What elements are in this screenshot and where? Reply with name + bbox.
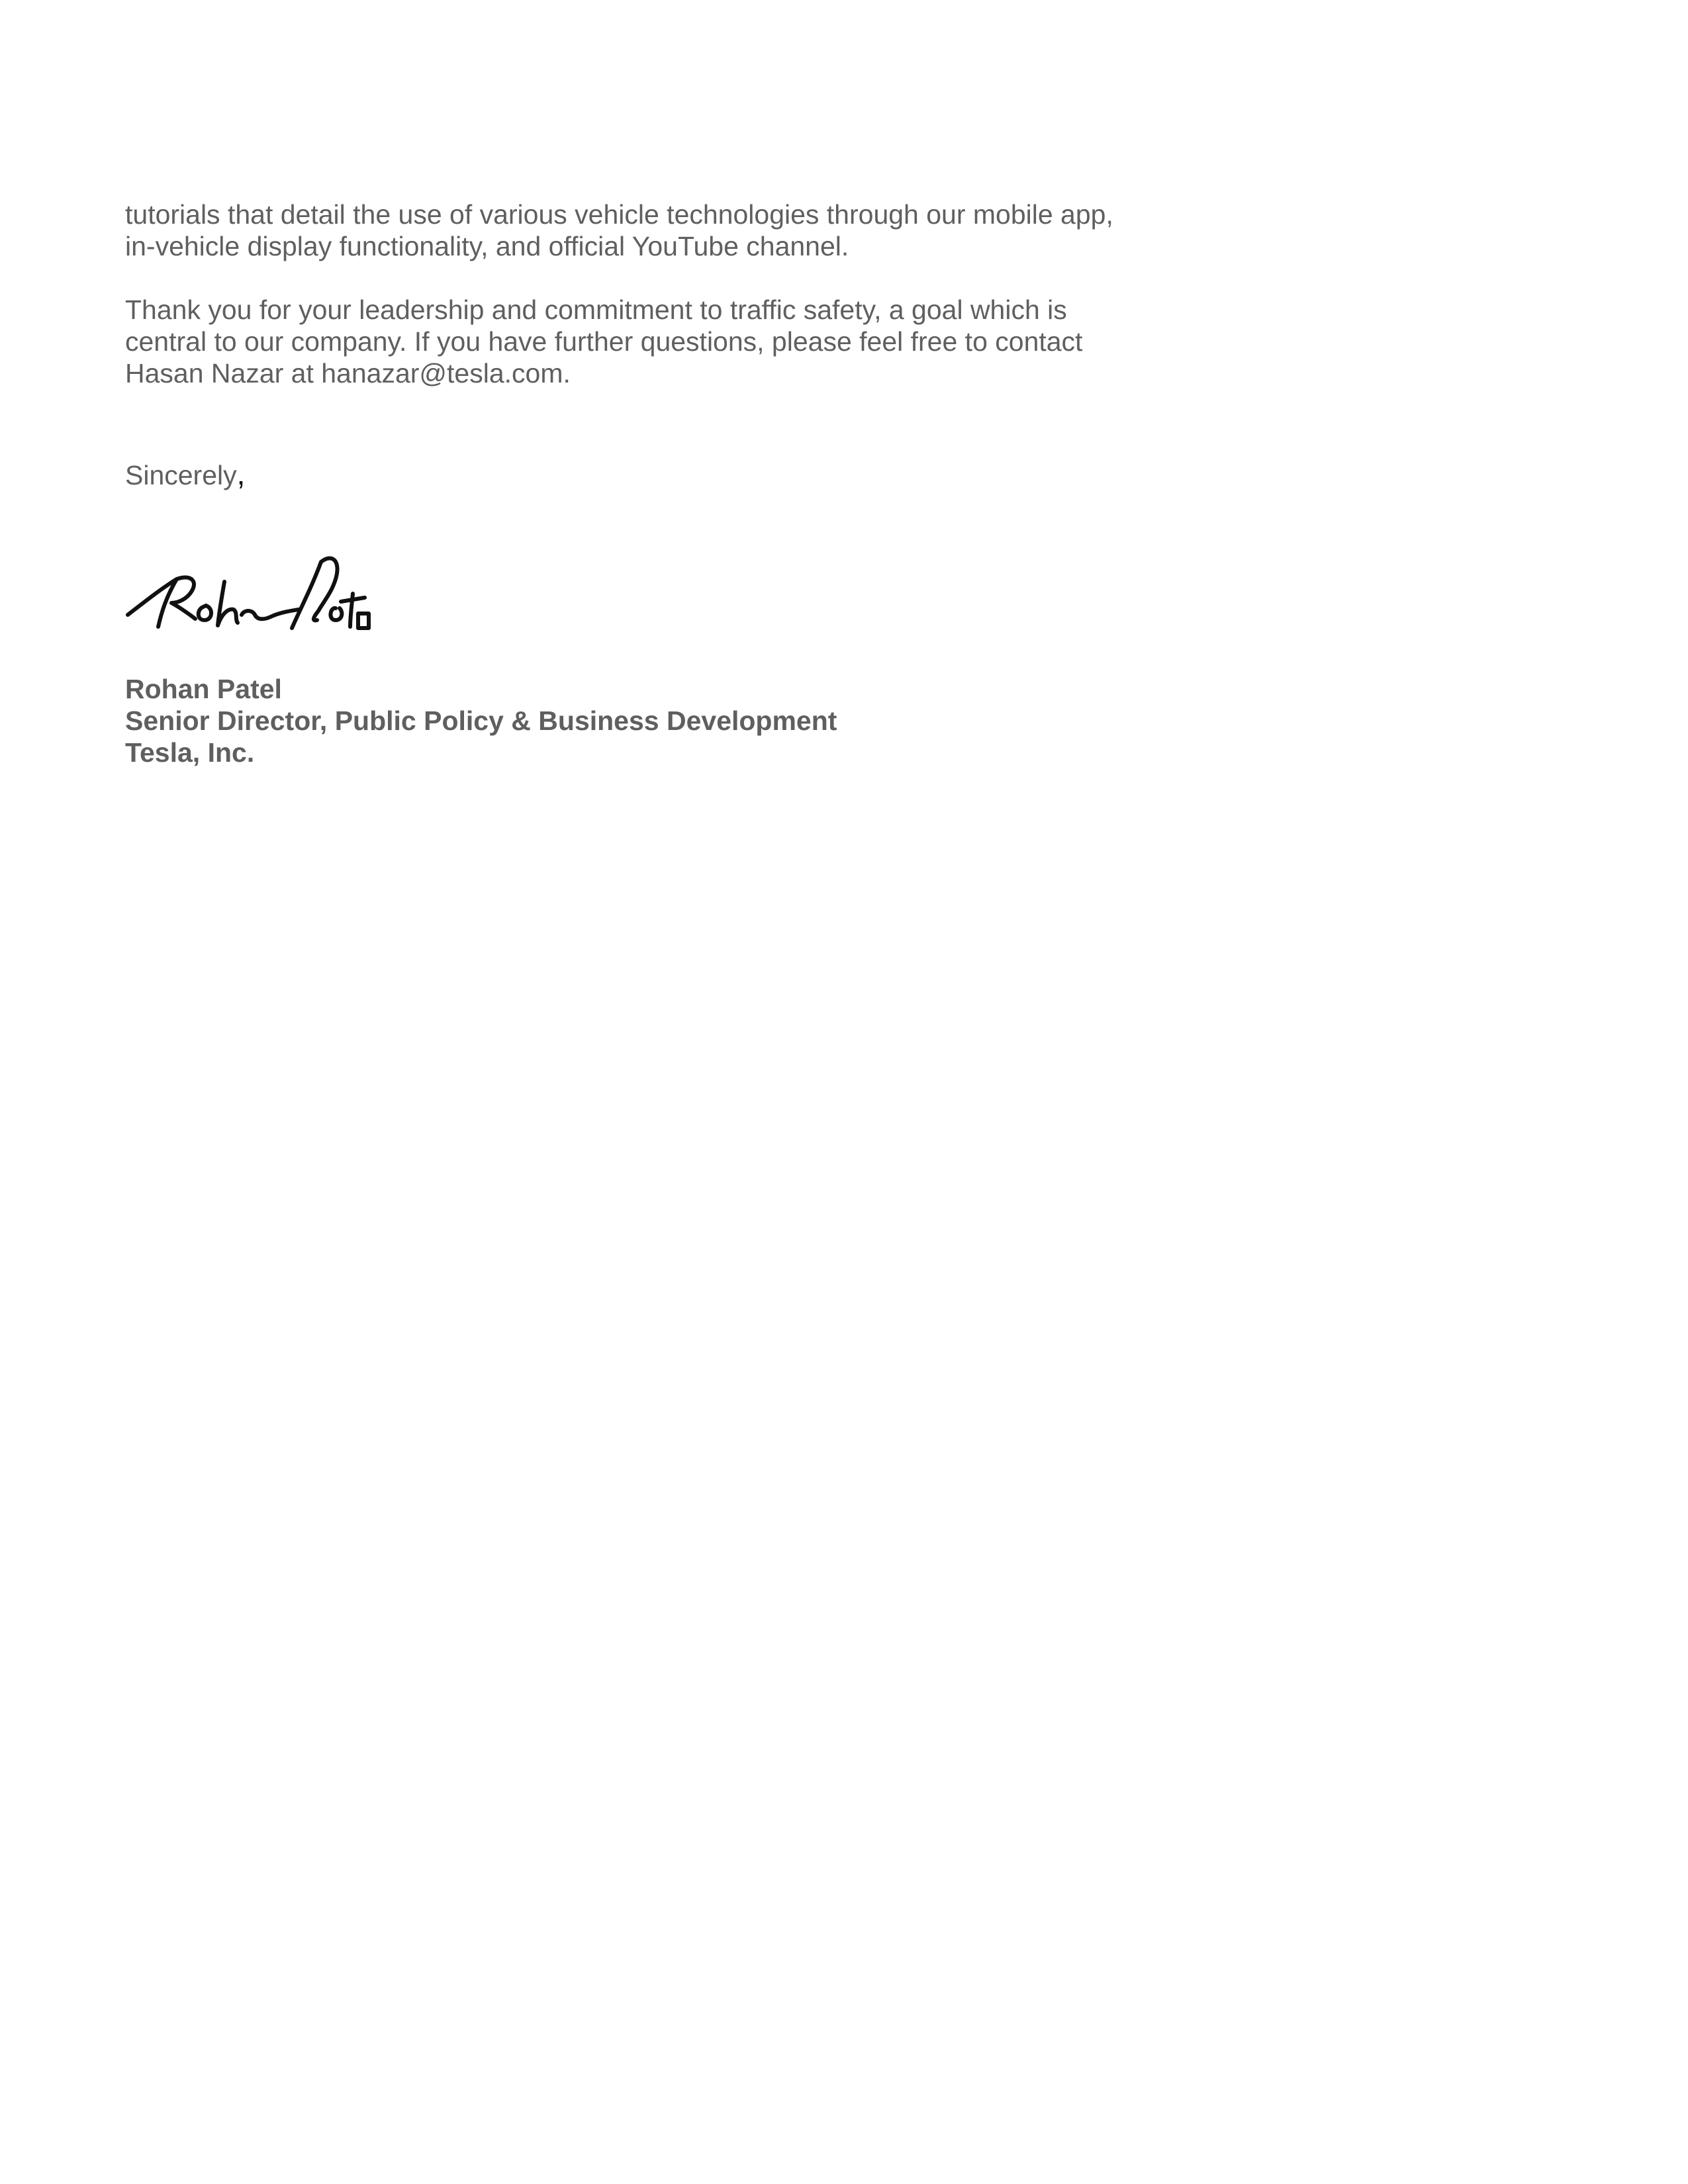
closing-salutation (125, 458, 1158, 491)
signature-block (125, 673, 1158, 768)
paragraph-line: Hasan Nazar at hanazar@tesla.com. (125, 358, 571, 388)
signatory-title: Senior Director, Public Policy & Business Development (125, 705, 837, 736)
body-paragraph-2 (125, 294, 1158, 389)
signatory-company: Tesla, Inc. (125, 737, 255, 768)
letter-body (125, 199, 1158, 768)
handwritten-signature (125, 527, 430, 640)
closing-comma: , (236, 457, 246, 491)
paragraph-line: central to our company. If you have further questions, please feel free to contact (125, 326, 1083, 357)
paragraph-line: Thank you for your leadership and commitment to traffic safety, a goal which is (125, 295, 1067, 325)
paragraph-line: in-vehicle display functionality, and official YouTube channel. (125, 231, 849, 261)
signatory-name: Rohan Patel (125, 674, 282, 704)
paragraph-line: tutorials that detail the use of various vehicle technologies through our mobile app, (125, 199, 1113, 230)
closing-text: Sincerely (125, 460, 237, 490)
body-paragraph-1 (125, 199, 1158, 262)
